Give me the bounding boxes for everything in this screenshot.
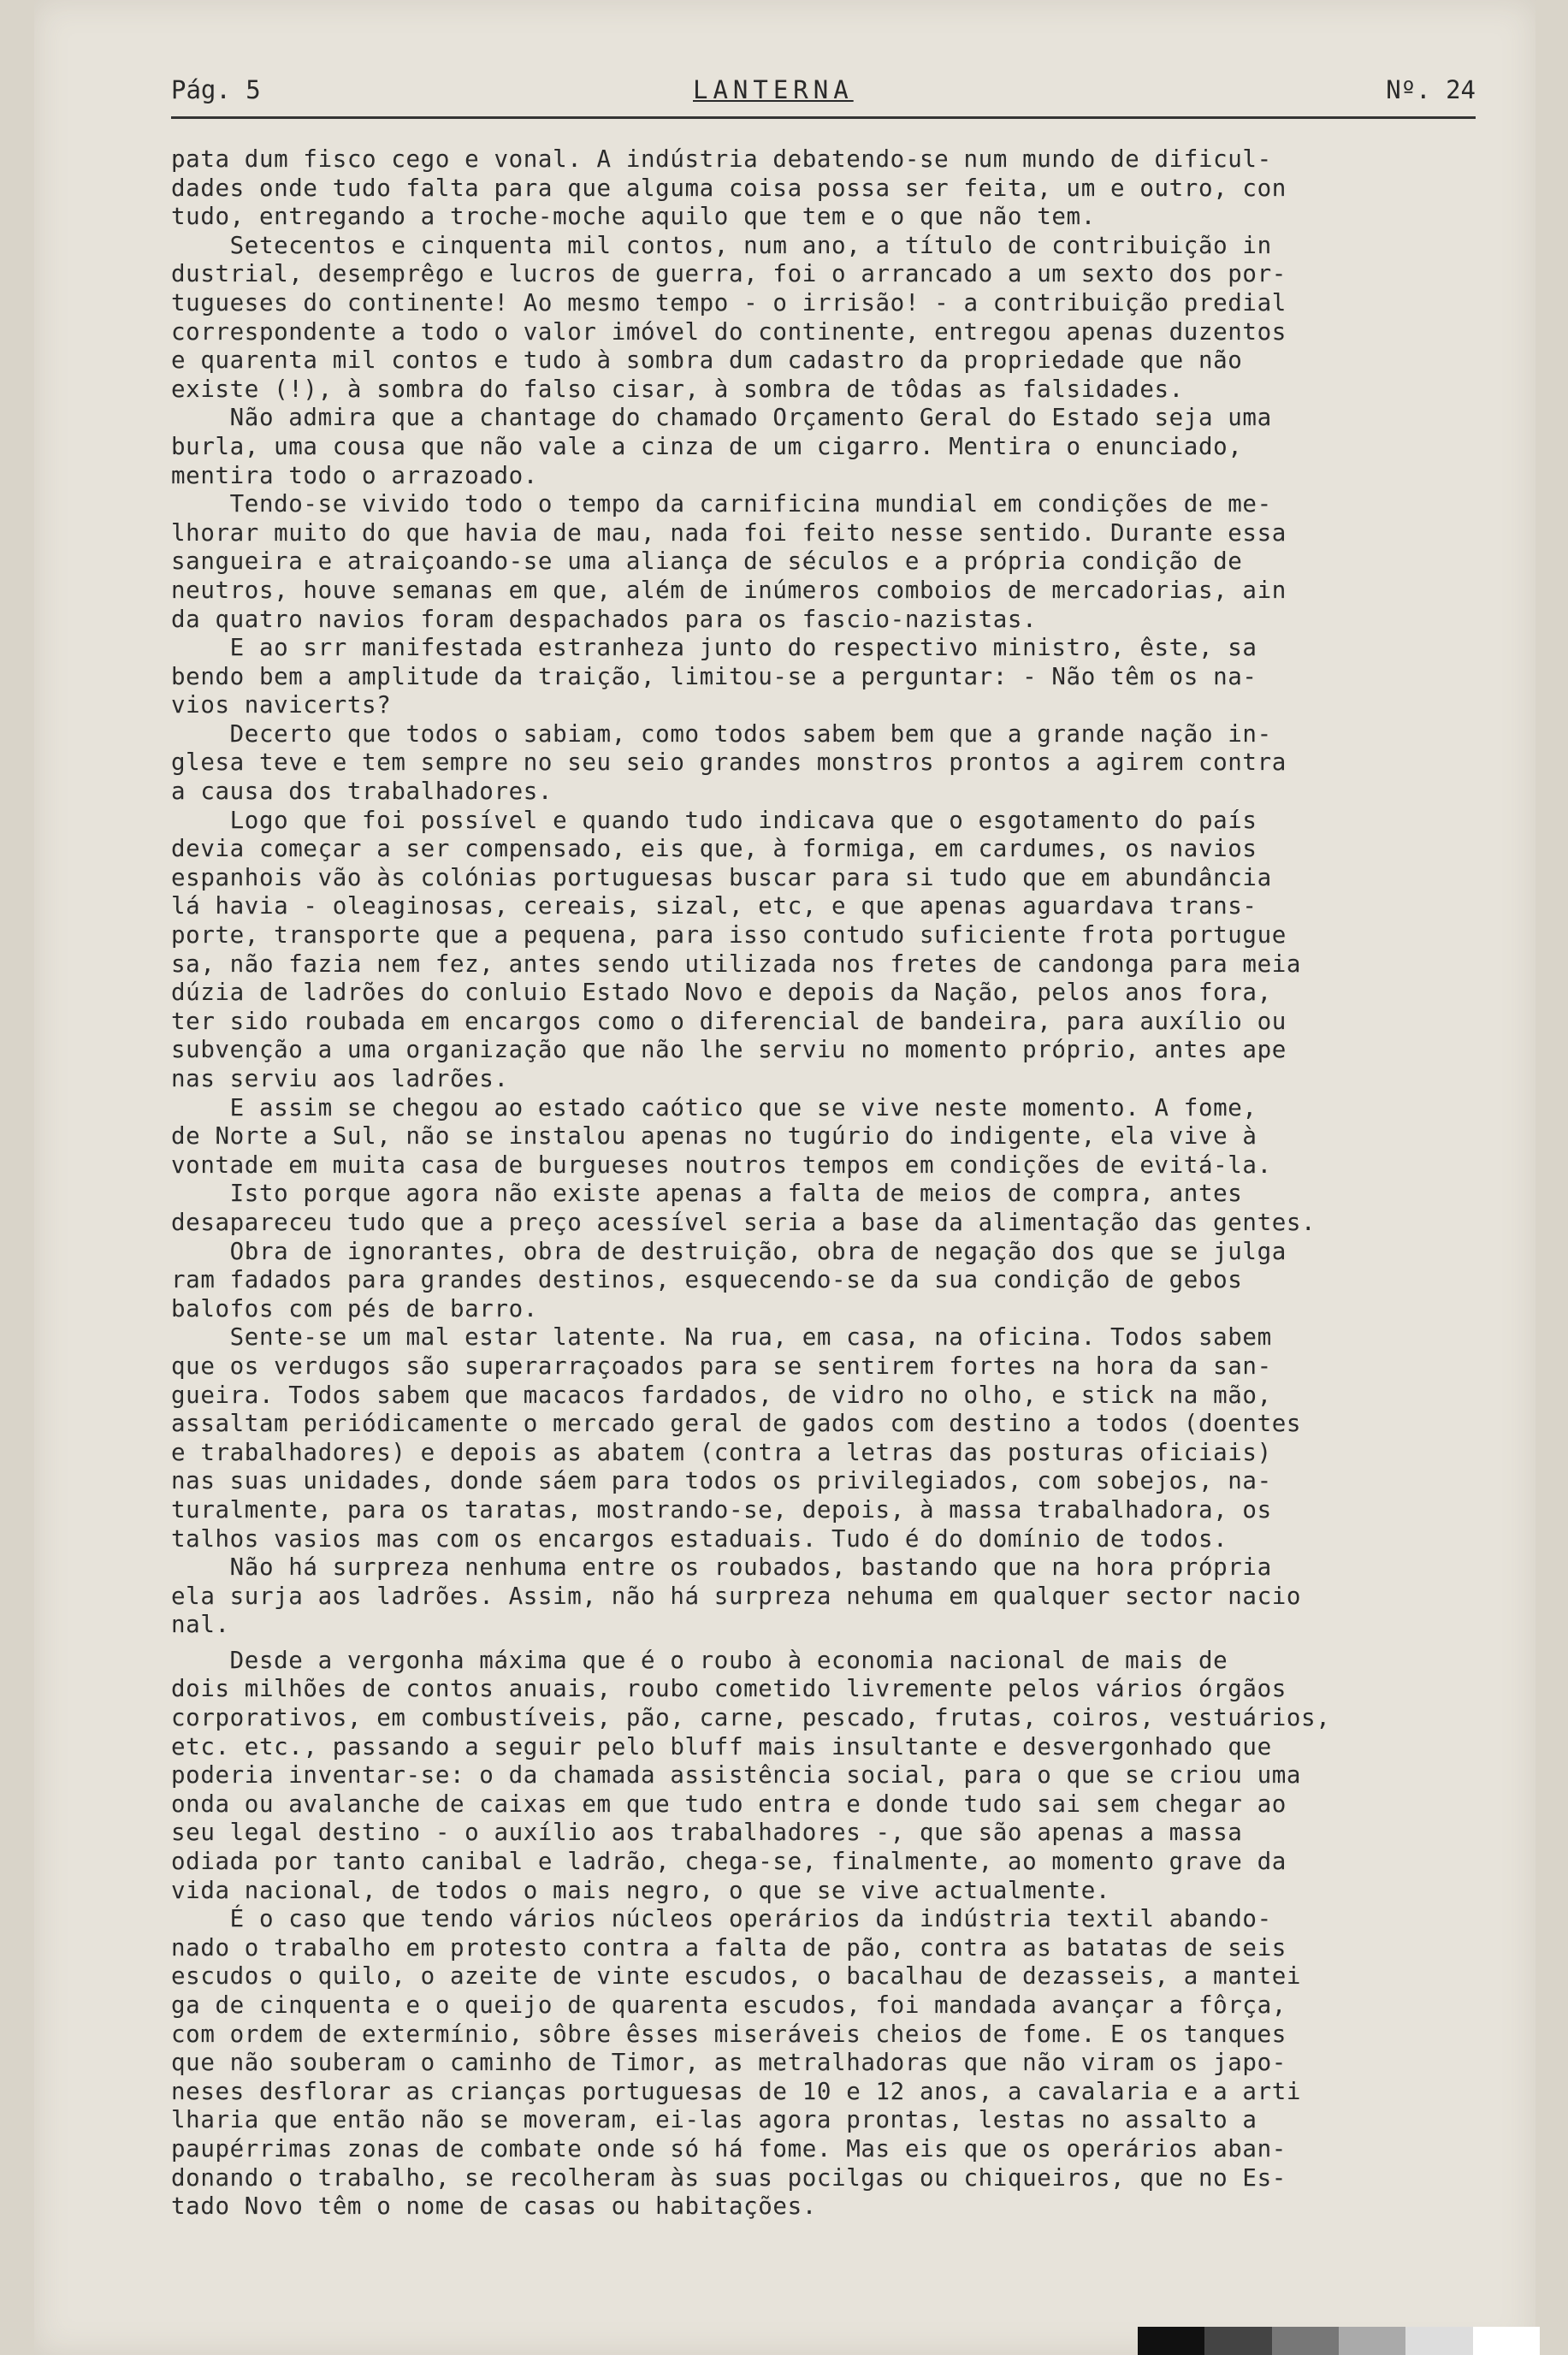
text-line: com ordem de extermínio, sôbre êsses miseráveis cheios de fome. E os tanques	[171, 2020, 1287, 2048]
text-line: donando o trabalho, se recolheram às suas pocilgas ou chiqueiros, que no Es-	[171, 2163, 1287, 2192]
text-line: desapareceu tudo que a preço acessível seria a base da alimentação das gentes.	[171, 1208, 1317, 1236]
text-line: nas suas unidades, donde sáem para todos os privilegiados, com sobejos, na-	[171, 1467, 1272, 1495]
text-line: nado o trabalho em protesto contra a falta de pão, contra as batatas de seis	[171, 1933, 1287, 1962]
text-line: e quarenta mil contos e tudo à sombra dum cadastro da propriedade que não	[171, 346, 1243, 375]
text-line: E ao srr manifestada estranheza junto do respectivo ministro, êste, sa	[171, 634, 1257, 662]
text-line: porte, transporte que a pequena, para isso contudo suficiente frota portugue	[171, 921, 1287, 950]
text-line: existe (!), à sombra do falso cisar, à sombra de tôdas as falsidades.	[171, 375, 1184, 403]
text-line: ram fadados para grandes destinos, esquecendo-se da sua condição de gebos	[171, 1266, 1243, 1294]
page-header	[171, 68, 1476, 106]
text-line: seu legal destino - o auxílio aos trabalhadores -, que são apenas a massa	[171, 1819, 1243, 1847]
text-line: neses desflorar as crianças portuguesas de 10 e 12 anos, a cavalaria e a arti	[171, 2077, 1302, 2105]
text-line: burla, uma cousa que não vale a cinza de um cigarro. Mentira o enunciado,	[171, 432, 1243, 460]
text-line: Desde a vergonha máxima que é o roubo à economia nacional de mais de	[171, 1646, 1228, 1674]
text-line: lhorar muito do que havia de mau, nada foi feito nesse sentido. Durante essa	[171, 518, 1287, 547]
text-line: odiada por tanto canibal e ladrão, chega-se, finalmente, ao momento grave da	[171, 1848, 1287, 1876]
text-line: espanhois vão às colónias portuguesas buscar para si tudo que em abundância	[171, 863, 1272, 891]
text-line: dades onde tudo falta para que alguma coisa possa ser feita, um e outro, con	[171, 174, 1287, 202]
color-calibration-strip	[1138, 2327, 1540, 2355]
text-line: nas serviu aos ladrões.	[171, 1065, 509, 1092]
text-line: nal.	[171, 1611, 230, 1639]
text-line: onda ou avalanche de caixas em que tudo entra e donde tudo sai sem chegar ao	[171, 1790, 1287, 1818]
text-line: Setecentos e cinquenta mil contos, num ano, a título de contribuição in	[171, 231, 1272, 259]
text-line: E assim se chegou ao estado caótico que se vive neste momento. A fome,	[171, 1093, 1257, 1121]
text-line: tudo, entregando a troche-moche aquilo que tem e o que não tem.	[171, 203, 1096, 231]
text-line: ga de cinquenta e o queijo de quarenta escudos, foi mandada avançar a fôrça,	[171, 1991, 1287, 2019]
header-divider	[171, 116, 1476, 119]
text-line: glesa teve e tem sempre no seu seio grandes monstros prontos a agirem contra	[171, 749, 1287, 777]
text-line: mentira todo o arrazoado.	[171, 461, 538, 489]
text-line: dustrial, desemprêgo e lucros de guerra, foi o arrancado a um sexto dos por-	[171, 260, 1287, 288]
text-line: dúzia de ladrões do conluio Estado Novo e depois da Nação, pelos anos fora,	[171, 979, 1272, 1007]
text-line: tado Novo têm o nome de casas ou habitações.	[171, 2192, 817, 2221]
text-line: etc. etc., passando a seguir pelo bluff mais insultante e desvergonhado que	[171, 1732, 1272, 1760]
text-line: Sente-se um mal estar latente. Na rua, em casa, na oficina. Todos sabem	[171, 1323, 1272, 1352]
text-line: Isto porque agora não existe apenas a falta de meios de compra, antes	[171, 1180, 1243, 1208]
text-line: vida nacional, de todos o mais negro, o que se vive actualmente.	[171, 1876, 1111, 1904]
text-line: corporativos, em combustíveis, pão, carne, pescado, frutas, coiros, vestuários,	[171, 1704, 1331, 1732]
text-line: lharia que então não se moveram, ei-las agora prontas, lestas no assalto a	[171, 2106, 1257, 2134]
text-line: sangueira e atraiçoando-se uma aliança de séculos e a própria condição de	[171, 547, 1243, 576]
text-line: tugueses do continente! Ao mesmo tempo - o irrisão! - a contribuição predial	[171, 288, 1287, 317]
text-line: da quatro navios foram despachados para os fascio-nazistas.	[171, 605, 1038, 633]
text-line: de Norte a Sul, não se instalou apenas no tugúrio do indigente, ela vive à	[171, 1122, 1257, 1151]
text-line: que os verdugos são superarraçoados para se sentirem fortes na hora da san-	[171, 1352, 1272, 1380]
text-line: neutros, houve semanas em que, além de inúmeros comboios de mercadorias, ain	[171, 576, 1287, 604]
text-line: Não admira que a chantage do chamado Orçamento Geral do Estado seja uma	[171, 404, 1272, 432]
text-line: ela surja aos ladrões. Assim, não há surpreza nehuma em qualquer sector nacio	[171, 1582, 1302, 1610]
text-line: paupérrimas zonas de combate onde só há fome. Mas eis que os operários aban-	[171, 2134, 1287, 2163]
text-line: que não souberam o caminho de Timor, as metralhadoras que não viram os japo-	[171, 2049, 1287, 2077]
text-line: turalmente, para os taratas, mostrando-se, depois, à massa trabalhadora, os	[171, 1495, 1272, 1524]
page-number: Pág. 5	[171, 75, 261, 104]
text-line: Decerto que todos o sabiam, como todos sabem bem que a grande nação in-	[171, 719, 1272, 748]
text-line: vontade em muita casa de burgueses noutros tempos em condições de evitá-la.	[171, 1151, 1272, 1179]
text-line: correspondente a todo o valor imóvel do continente, entregou apenas duzentos	[171, 317, 1287, 346]
text-line: vios navicerts?	[171, 691, 392, 719]
text-line: e trabalhadores) e depois as abatem (contra a letras das posturas oficiais)	[171, 1438, 1272, 1466]
text-line: balofos com pés de barro.	[171, 1294, 538, 1322]
document-page	[34, 0, 1535, 2355]
text-line: bendo bem a amplitude da traição, limitou-se a perguntar: - Não têm os na-	[171, 662, 1257, 690]
paragraph-gap	[171, 1640, 1471, 1647]
text-line: poderia inventar-se: o da chamada assistência social, para o que se criou uma	[171, 1761, 1302, 1790]
text-line: devia começar a ser compensado, eis que, à formiga, em cardumes, os navios	[171, 835, 1257, 863]
newspaper-title: LANTERNA	[693, 75, 854, 104]
text-line: Não há surpreza nenhuma entre os roubados, bastando que na hora própria	[171, 1553, 1272, 1582]
text-line: Obra de ignorantes, obra de destruição, obra de negação dos que se julga	[171, 1237, 1287, 1265]
text-line: lá havia - oleaginosas, cereais, sizal, etc, e que apenas aguardava trans-	[171, 892, 1257, 920]
text-line: assaltam periódicamente o mercado geral de gados com destino a todos (doentes	[171, 1410, 1302, 1438]
text-line: pata dum fisco cego e vonal. A indústria debatendo-se num mundo de dificul-	[171, 145, 1272, 173]
text-line: a causa dos trabalhadores.	[171, 778, 553, 806]
text-line: Tendo-se vivido todo o tempo da carnificina mundial em condições de me-	[171, 490, 1272, 518]
text-line: É o caso que tendo vários núcleos operários da indústria textil abando-	[171, 1905, 1272, 1933]
text-line: dois milhões de contos anuais, roubo cometido livremente pelos vários órgãos	[171, 1675, 1287, 1703]
text-line: talhos vasios mas com os encargos estaduais. Tudo é do domínio de todos.	[171, 1524, 1228, 1553]
issue-number: Nº. 24	[1386, 75, 1476, 104]
article-body	[171, 145, 1471, 2222]
text-line: escudos o quilo, o azeite de vinte escudos, o bacalhau de dezasseis, a mantei	[171, 1962, 1302, 1991]
text-line: Logo que foi possível e quando tudo indicava que o esgotamento do país	[171, 806, 1257, 834]
text-line: gueira. Todos sabem que macacos fardados, de vidro no olho, e stick na mão,	[171, 1381, 1272, 1409]
text-line: subvenção a uma organização que não lhe serviu no momento próprio, antes ape	[171, 1036, 1287, 1064]
text-line: sa, não fazia nem fez, antes sendo utilizada nos fretes de candonga para meia	[171, 950, 1302, 978]
text-line: ter sido roubada em encargos como o diferencial de bandeira, para auxílio ou	[171, 1007, 1287, 1035]
